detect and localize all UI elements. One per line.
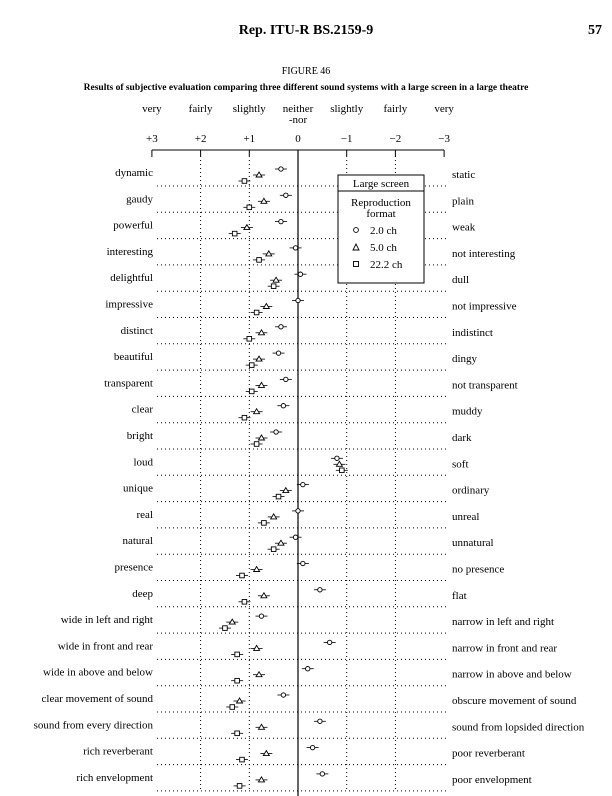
scale-word: fairly [188, 103, 213, 115]
scale-word: slightly [330, 103, 364, 115]
scale-word: neither [282, 103, 314, 115]
left-attribute-label: transparent [104, 377, 153, 390]
point-2ch [279, 325, 283, 329]
point-22ch [235, 652, 240, 657]
point-2ch [279, 219, 283, 223]
figure-label: FIGURE 46 [281, 66, 331, 77]
point-22ch [254, 442, 259, 447]
point-2ch [281, 693, 285, 697]
scale-word: fairly [383, 103, 408, 115]
point-22ch [232, 231, 237, 236]
point-2ch [293, 535, 297, 539]
point-22ch [235, 678, 240, 683]
left-attribute-label: interesting [106, 245, 153, 258]
point-5ch [271, 514, 277, 519]
left-attribute-label: impressive [105, 298, 153, 311]
tick-label: +3 [146, 133, 158, 145]
point-2ch [259, 614, 263, 618]
point-2ch [274, 430, 278, 434]
point-5ch [229, 619, 235, 624]
point-5ch [258, 435, 264, 440]
point-2ch [296, 509, 300, 513]
right-attribute-label: unreal [452, 510, 480, 523]
point-5ch [256, 672, 262, 677]
right-attribute-label: not transparent [452, 379, 518, 392]
point-5ch [254, 409, 260, 414]
left-attribute-label: real [136, 508, 153, 521]
left-attribute-label: powerful [113, 219, 153, 232]
point-2ch [293, 246, 297, 250]
page-number: 57 [588, 23, 602, 38]
point-2ch [279, 167, 283, 171]
point-22ch [247, 205, 252, 210]
left-attribute-label: sound from every direction [33, 719, 153, 732]
point-2ch [281, 404, 285, 408]
point-5ch [256, 356, 262, 361]
legend-subtitle: Reproduction [351, 197, 411, 209]
left-attribute-label: loud [133, 456, 153, 469]
tick-label: +1 [243, 133, 256, 145]
tick-label: +2 [194, 133, 207, 145]
right-attribute-label: sound from lopsided direction [452, 721, 585, 734]
left-attribute-label: wide in above and below [43, 666, 153, 679]
left-attribute-label: rich reverberant [83, 745, 153, 758]
point-22ch [340, 468, 345, 473]
point-22ch [257, 258, 262, 263]
right-attribute-label: ordinary [452, 484, 490, 497]
legend-entry-label: 2.0 ch [370, 225, 397, 237]
right-attribute-label: muddy [452, 405, 483, 418]
right-attribute-label: narrow in front and rear [452, 642, 558, 655]
point-5ch [263, 304, 269, 309]
tick-label: 0 [295, 133, 301, 145]
point-22ch [235, 731, 240, 736]
right-attribute-label: indistinct [452, 326, 493, 339]
point-22ch [271, 284, 276, 289]
point-5ch [266, 251, 272, 256]
point-5ch [237, 698, 243, 703]
point-22ch [262, 521, 267, 526]
point-5ch [278, 540, 284, 545]
point-5ch [258, 724, 264, 729]
scale-word: very [434, 103, 454, 115]
right-attribute-label: unnatural [452, 537, 494, 550]
left-attribute-label: rich envelopment [76, 771, 153, 784]
point-2ch [301, 561, 305, 565]
left-attribute-label: wide in left and right [60, 614, 153, 627]
point-22ch [230, 705, 235, 710]
right-attribute-label: poor reverberant [452, 747, 525, 760]
right-attribute-label: plain [452, 195, 474, 208]
right-attribute-label: narrow in above and below [452, 668, 572, 681]
point-22ch [242, 415, 247, 420]
point-22ch [276, 494, 281, 499]
legend-marker-square [354, 262, 359, 267]
point-2ch [301, 482, 305, 486]
left-attribute-label: bright [126, 430, 153, 442]
point-22ch [240, 757, 245, 762]
left-attribute-label: unique [123, 482, 153, 495]
point-22ch [242, 179, 247, 184]
point-22ch [271, 547, 276, 552]
point-2ch [327, 640, 331, 644]
left-attribute-label: beautiful [113, 351, 153, 364]
legend-subtitle: format [366, 208, 396, 220]
point-5ch [258, 777, 264, 782]
right-attribute-label: not impressive [452, 300, 517, 313]
left-attribute-label: wide in front and rear [57, 640, 153, 653]
point-2ch [318, 588, 322, 592]
point-22ch [249, 363, 254, 368]
left-attribute-label: deep [132, 587, 153, 600]
left-attribute-label: presence [114, 561, 153, 574]
left-attribute-label: natural [122, 535, 153, 548]
point-5ch [336, 461, 342, 466]
left-attribute-label: distinct [120, 324, 153, 337]
right-attribute-label: dark [452, 432, 472, 444]
scale-word: very [142, 103, 162, 115]
tick-label: −1 [340, 133, 353, 145]
point-5ch [244, 225, 250, 230]
legend-entry-label: 22.2 ch [370, 259, 403, 271]
right-attribute-label: static [452, 169, 476, 181]
point-5ch [261, 198, 267, 203]
right-attribute-label: soft [452, 458, 469, 471]
point-2ch [276, 351, 280, 355]
tick-label: −2 [389, 133, 402, 145]
legend-entry-label: 5.0 ch [370, 242, 397, 254]
point-22ch [240, 573, 245, 578]
point-5ch [273, 277, 279, 282]
point-22ch [247, 337, 252, 342]
point-5ch [254, 567, 260, 572]
figure-title: Results of subjective evaluation comparing three different sound systems with a large screen in a large theatre [83, 83, 529, 93]
left-attribute-label: delightful [110, 272, 153, 285]
point-22ch [254, 310, 259, 315]
right-attribute-label: poor envelopment [452, 773, 532, 786]
point-2ch [284, 377, 288, 381]
point-2ch [306, 667, 310, 671]
point-5ch [263, 751, 269, 756]
point-5ch [254, 645, 260, 650]
left-attribute-label: clear movement of sound [41, 693, 153, 705]
page-header-title: Rep. ITU-R BS.2159-9 [238, 23, 374, 38]
point-5ch [258, 330, 264, 335]
right-attribute-label: not interesting [452, 247, 516, 260]
left-attribute-label: gaudy [126, 193, 153, 206]
point-22ch [249, 389, 254, 394]
right-attribute-label: obscure movement of sound [452, 695, 577, 707]
right-attribute-label: weak [452, 221, 476, 234]
scale-word: slightly [232, 103, 266, 115]
point-2ch [298, 272, 302, 276]
right-attribute-label: no presence [452, 563, 505, 576]
point-22ch [237, 784, 242, 789]
point-2ch [284, 193, 288, 197]
tick-label: −3 [438, 133, 450, 145]
point-5ch [261, 593, 267, 598]
point-5ch [258, 382, 264, 387]
left-attribute-label: dynamic [115, 167, 153, 179]
point-2ch [310, 745, 314, 749]
point-2ch [320, 772, 324, 776]
point-5ch [283, 488, 289, 493]
left-attribute-label: clear [131, 403, 153, 416]
right-attribute-label: dull [452, 274, 470, 287]
right-attribute-label: dingy [452, 353, 478, 366]
right-attribute-label: flat [452, 589, 467, 602]
legend-marker-circle [354, 228, 359, 233]
scale-word: -nor [288, 114, 308, 126]
point-2ch [335, 456, 339, 460]
point-2ch [296, 298, 300, 302]
point-22ch [242, 600, 247, 605]
right-attribute-label: narrow in left and right [452, 616, 555, 629]
point-5ch [256, 172, 262, 177]
point-2ch [318, 719, 322, 723]
legend-title: Large screen [352, 178, 410, 190]
point-22ch [223, 626, 228, 631]
